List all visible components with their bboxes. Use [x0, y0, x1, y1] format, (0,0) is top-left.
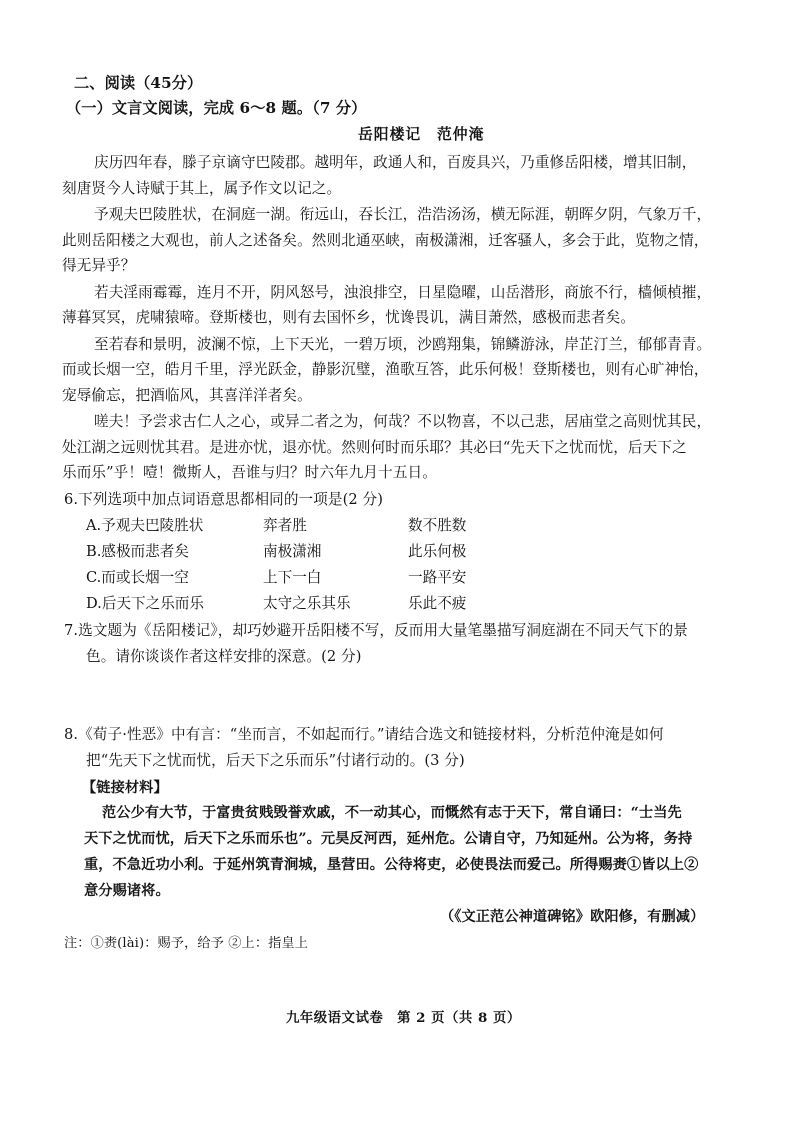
- passage-line: 处江湖之远则忧其君。是进亦忧，退亦忧。然则何时而乐耶？其必曰“先天下之忧而忧，后天下之: [62, 439, 687, 456]
- passage-line: 得无异乎？: [62, 257, 136, 274]
- option-d-text-1: D.后天下之乐而乐: [86, 595, 204, 612]
- option-b-text-3: 此乐何极: [408, 543, 467, 560]
- option-d-text-3: 乐此不疲: [408, 595, 467, 612]
- link-material-line: 范公少有大节，于富贵贫贱毁誉欢戚，不一动其心，而慨然有志于天下，常自诵曰：“士当先: [102, 805, 682, 821]
- option-a-text-1: A.予观夫巴陵胜状: [86, 517, 204, 534]
- passage-line: 薄暮冥冥，虎啸猿啼。登斯楼也，则有去国怀乡，忧谗畏讥，满目萧然，感极而悲者矣。: [62, 309, 636, 326]
- question-6-stem: 6.下列选项中加点词语意思都相同的一项是(2 分): [64, 491, 384, 508]
- passage-title: 岳阳楼记 范仲淹: [358, 126, 485, 143]
- question-7-line: 7.选文题为《岳阳楼记》，却巧妙避开岳阳楼不写，反而用大量笔墨描写洞庭湖在不同天气下的景: [64, 622, 688, 639]
- footnote: 注：①赉(lài)：赐予，给予 ②上：指皇上: [64, 936, 308, 951]
- option-c-text-3: 一路平安: [408, 569, 467, 586]
- link-material-source: （《文正范公神道碑铭》欧阳修，有删减）: [440, 909, 705, 925]
- passage-line: 而或长烟一空，皓月千里，浮光跃金，静影沉璧，渔歌互答，此乐何极！登斯楼也，则有心旷神怡，: [62, 361, 709, 378]
- question-8-line: 把“先天下之忧而忧，后天下之乐而乐”付诸行动的。(3 分): [86, 752, 465, 769]
- passage-line: 庆历四年春，滕子京谪守巴陵郡。越明年，政通人和，百废具兴，乃重修岳阳楼，增其旧制，: [94, 154, 697, 171]
- passage-line: 此则岳阳楼之大观也，前人之述备矣。然则北通巫峡，南极潇湘，迁客骚人，多会于此，览物之情，: [62, 232, 709, 249]
- passage-line: 乐而乐”乎！噎！微斯人，吾谁与归？时六年九月十五日。: [62, 464, 437, 481]
- option-a-text-2: 弈者胜: [263, 517, 307, 534]
- option-b-text-1: B.感极而悲者矣: [86, 543, 189, 560]
- passage-line: 予观夫巴陵胜状，在洞庭一湖。衔远山，吞长江，浩浩汤汤，横无际涯，朝晖夕阴，气象万千，: [94, 206, 712, 223]
- option-b-text-2: 南极潇湘: [263, 543, 322, 560]
- option-a-text-3: 数不胜数: [408, 517, 467, 534]
- passage-line: 若夫淫雨霉霉，连月不开，阴风怒号，浊浪排空，日星隐曜，山岳潜形，商旅不行，樯倾楨摧，: [94, 284, 712, 301]
- section-heading: 二、阅读（45分）: [74, 74, 203, 92]
- option-c-text-2: 上下一白: [263, 569, 322, 586]
- option-d-text-2: 太守之乐其乐: [263, 595, 351, 612]
- page-footer: 九年级语文试卷 第 2 页（共 8 页）: [286, 1010, 521, 1026]
- passage-line: 嗟夫！予尝求古仁人之心，或异二者之为，何哉？不以物喜，不以己悲，居庙堂之高则忧其民，: [94, 413, 712, 430]
- sub-heading: （一）文言文阅读，完成 6～8 题。（7 分）: [66, 99, 367, 117]
- passage-line: 至若春和景明，波澜不惊，上下天光，一碧万顷，沙鸥翔集，锦鳞游泳，岸芷汀兰，郁郁青青。: [94, 336, 712, 353]
- link-material-line: 天下之忧而忧，后天下之乐而乐也”。元昊反河西，延州危。公请自守，乃知延州。公为将，务持: [84, 831, 693, 847]
- question-7-line: 色。请你谈谈作者这样安排的深意。(2 分): [86, 648, 362, 665]
- link-material-line: 重，不急近功小利。于延州筑青涧城，垦营田。公待将吏，必使畏法而爱己。所得赐赉①皆以上②: [84, 857, 699, 873]
- passage-line: 刻唐贤今人诗赋于其上，属予作文以记之。: [62, 180, 342, 197]
- option-c-text-1: C.而或长烟一空: [86, 569, 189, 586]
- passage-line: 宠辱偷忘，把酒临风，其喜洋洋者矣。: [62, 387, 312, 404]
- link-material-line: 意分赐诸将。: [84, 883, 170, 899]
- link-material-heading: 【链接材料】: [82, 780, 168, 796]
- question-8-line: 8.《荀子·性恶》中有言：“坐而言，不如起而行。”请结合选文和链接材料，分析范仲淹是如何: [64, 726, 664, 743]
